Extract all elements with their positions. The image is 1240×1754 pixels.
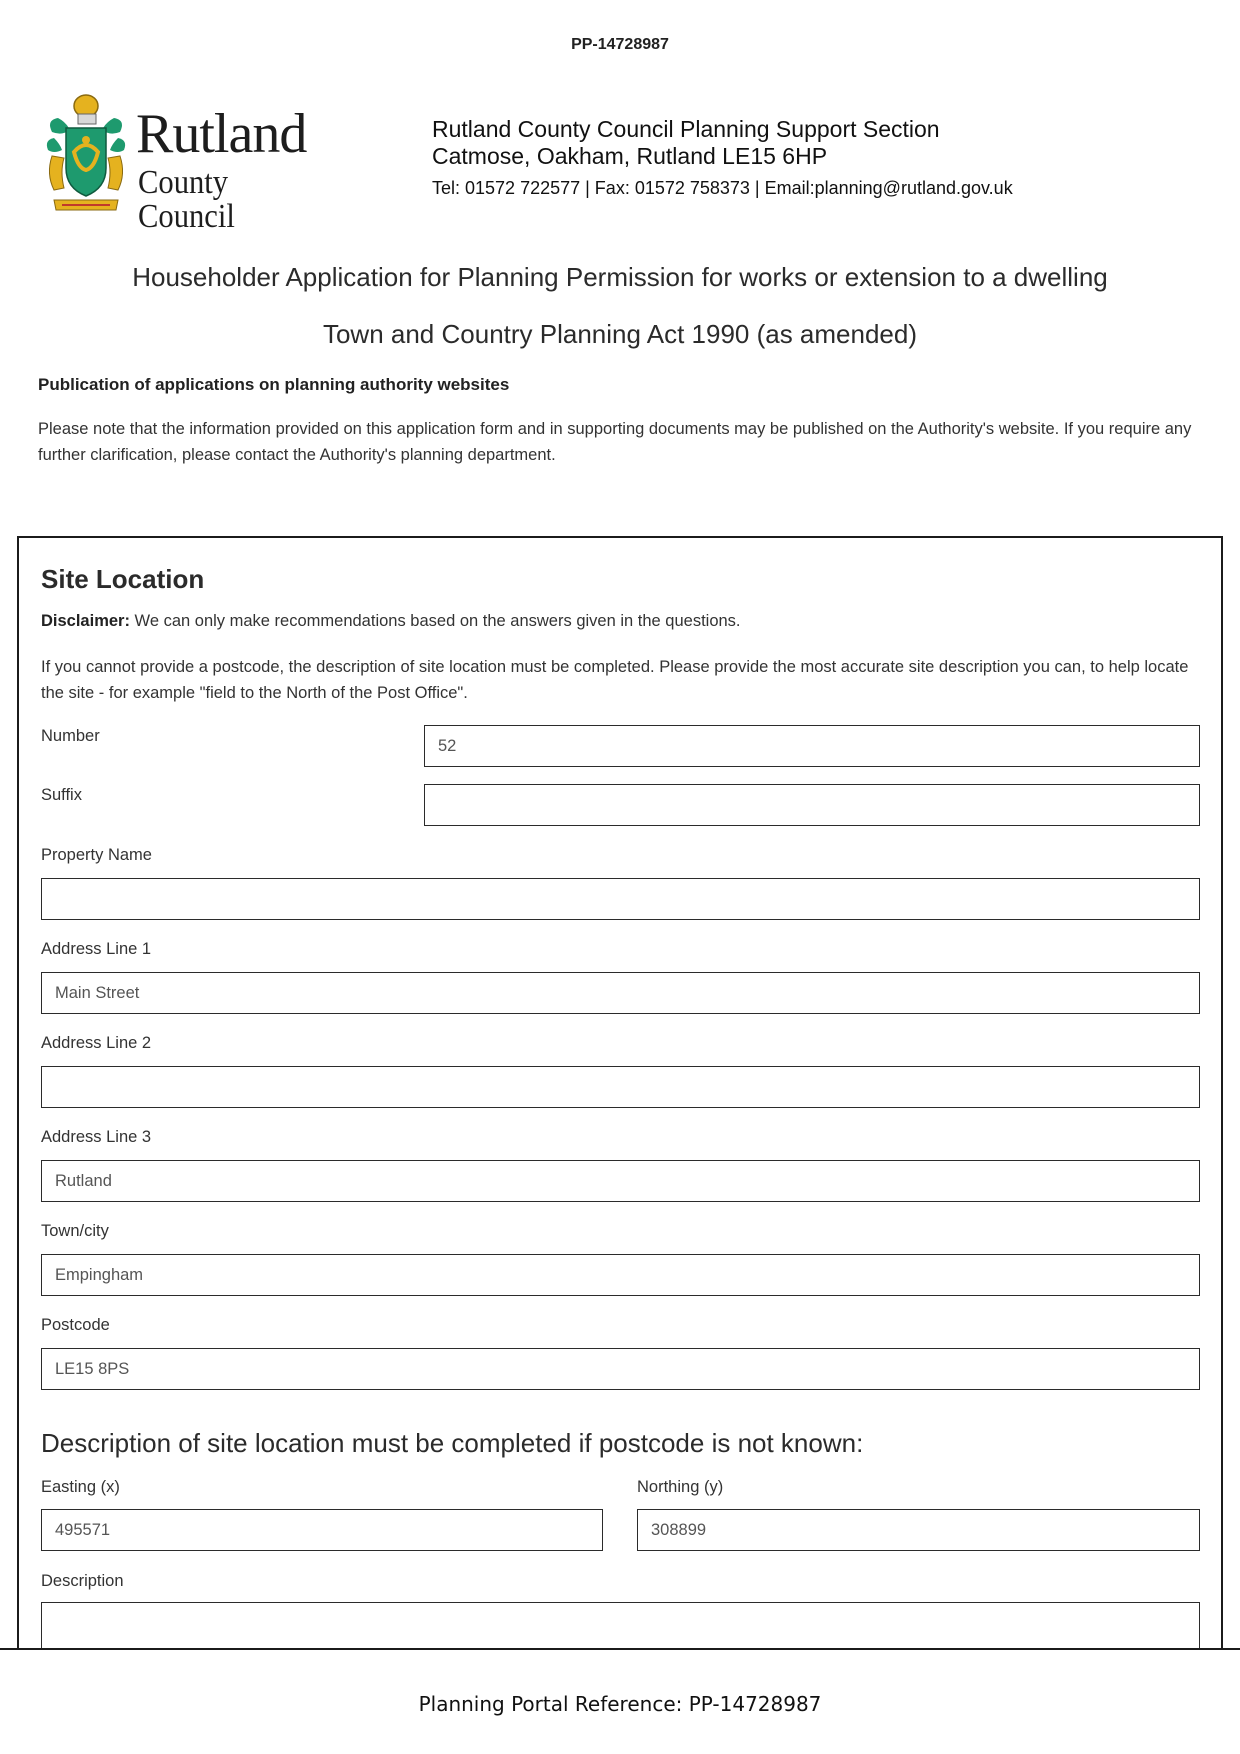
council-address: Catmose, Oakham, Rutland LE15 6HP xyxy=(432,143,828,169)
address-line-3-label: Address Line 3 xyxy=(41,1128,152,1146)
northing-input[interactable]: 308899 xyxy=(637,1509,1200,1551)
number-input[interactable]: 52 xyxy=(424,725,1200,767)
site-location-section xyxy=(17,536,1223,1754)
northing-label: Northing (y) xyxy=(637,1478,724,1496)
address-line-2-label: Address Line 2 xyxy=(41,1034,152,1052)
town-label: Town/city xyxy=(41,1222,109,1240)
coat-of-arms-icon xyxy=(44,92,140,216)
postcode-label: Postcode xyxy=(41,1316,110,1334)
council-section-name: Rutland County Council Planning Support Section xyxy=(432,116,940,142)
postcode-input[interactable]: LE15 8PS xyxy=(41,1348,1200,1390)
form-act: Town and Country Planning Act 1990 (as amended) xyxy=(322,319,918,349)
easting-input[interactable]: 495571 xyxy=(41,1509,603,1551)
section-title: Site Location xyxy=(41,564,205,594)
council-logo xyxy=(44,92,314,235)
address-line-3-input[interactable]: Rutland xyxy=(41,1160,1200,1202)
town-input[interactable]: Empingham xyxy=(41,1254,1200,1296)
suffix-label: Suffix xyxy=(41,786,82,804)
property-name-label: Property Name xyxy=(41,846,152,864)
footer-divider xyxy=(0,1648,1240,1650)
logo-subtitle: County Council xyxy=(138,164,235,235)
address-line-1-label: Address Line 1 xyxy=(41,940,152,958)
council-contact xyxy=(432,116,1013,199)
publication-text: Please note that the information provided on this application form and in supporting documents may be published on the Authority's website. If you require any further clarification, please contact the Authority's planning department. xyxy=(38,420,1192,464)
number-label: Number xyxy=(41,727,100,745)
disclaimer-text: We can only make recommendations based on the answers given in the questions. xyxy=(129,612,741,630)
address-line-1-input[interactable]: Main Street xyxy=(41,972,1200,1014)
disclaimer-label: Disclaimer: xyxy=(41,612,130,630)
suffix-input[interactable] xyxy=(424,784,1200,826)
description-label: Description xyxy=(41,1572,124,1590)
disclaimer xyxy=(41,612,741,631)
reference-number: PP-14728987 xyxy=(571,36,669,53)
property-name-input[interactable] xyxy=(41,878,1200,920)
address-line-2-input[interactable] xyxy=(41,1066,1200,1108)
logo-wordmark: Rutland xyxy=(136,103,307,165)
easting-label: Easting (x) xyxy=(41,1478,120,1496)
publication-heading: Publication of applications on planning authority websites xyxy=(38,375,510,394)
description-heading: Description of site location must be completed if postcode is not known: xyxy=(41,1428,864,1458)
council-contact-details: Tel: 01572 722577 | Fax: 01572 758373 | Email:planning@rutland.gov.uk xyxy=(432,178,1013,198)
form-title: Householder Application for Planning Permission for works or extension to a dwelling xyxy=(132,262,1108,292)
site-info-text: If you cannot provide a postcode, the description of site location must be completed. Please provide the most accurate site description you can, to help locate the site - for example "field to the North of the Post Office". xyxy=(41,658,1189,702)
footer-reference: Planning Portal Reference: PP-14728987 xyxy=(418,1692,822,1716)
